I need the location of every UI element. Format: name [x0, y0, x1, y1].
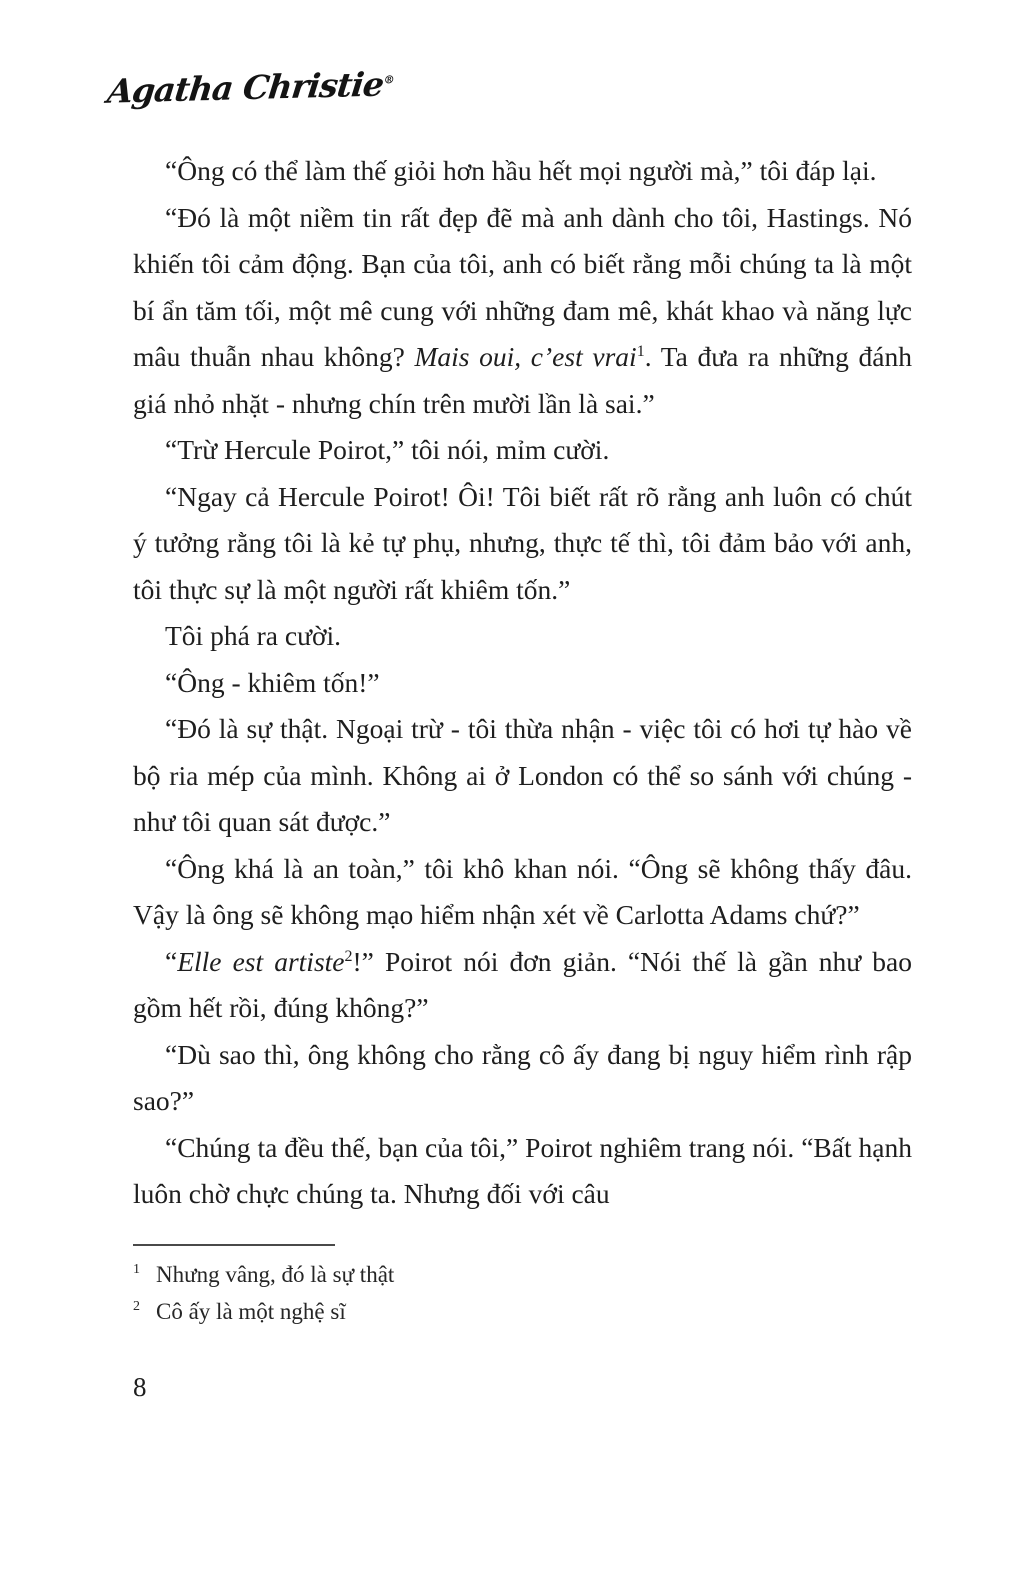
- paragraph: [133, 1125, 912, 1218]
- footnote-text: Cô ấy là một nghệ sĩ: [156, 1298, 346, 1324]
- text-run: Mais oui, c’est vrai: [414, 341, 637, 372]
- agatha-christie-logo: [105, 64, 396, 110]
- paragraph: [133, 613, 912, 660]
- footnote: [133, 1293, 912, 1330]
- logo-text: Agatha Christie: [105, 64, 386, 111]
- page-number: 8: [133, 1371, 147, 1402]
- footnote-marker: 1: [133, 1261, 140, 1277]
- text-run: “Ông có thể làm thế giỏi hơn hầu hết mọi người mà,” tôi đáp lại.: [165, 155, 877, 186]
- text-run: “Ngay cả Hercule Poirot! Ôi! Tôi biết rất rõ rằng anh luôn có chút ý tưởng rằng tôi là kẻ tự phụ, nhưng, thực tế thì, tôi đảm bảo với anh, tôi thực sự là một người rất khiêm tốn.”: [133, 480, 912, 605]
- paragraph: [133, 939, 912, 1032]
- footnote: [133, 1256, 912, 1293]
- footnote-text: Nhưng vâng, đó là sự thật: [156, 1261, 395, 1287]
- paragraph: [133, 427, 912, 474]
- footnote-divider: [133, 1244, 335, 1246]
- text-run: “Ông - khiêm tốn!”: [165, 666, 380, 698]
- paragraph: [133, 148, 912, 195]
- text-run: “Ông khá là an toàn,” tôi khô khan nói. “Ông sẽ không thấy đâu. Vậy là ông sẽ không mạo hiểm nhận xét về Carlotta Adams chứ?”: [133, 852, 912, 930]
- text-run: “Đó là một niềm tin rất đẹp đẽ mà anh dành cho tôi, Hastings. Nó khiến tôi cảm động. Bạn của tôi, anh có biết rằng mỗi chúng ta là một bí ẩn tăm tối, một mê cung với những đam mê, khát khao và năng lực mâu thuẫn nhau không?: [133, 201, 912, 372]
- text-run: . Ta đưa ra những đánh giá nhỏ nhặt - nhưng chín trên mười lần là sai.”: [133, 341, 913, 419]
- page-body: [133, 148, 912, 1403]
- paragraph: [133, 1032, 912, 1125]
- text-run: Tôi phá ra cười.: [165, 620, 342, 651]
- paragraph: [133, 474, 912, 614]
- paragraph: [133, 846, 912, 939]
- text-run: “Dù sao thì, ông không cho rằng cô ấy đang bị nguy hiểm rình rập sao?”: [133, 1038, 912, 1116]
- text-run: “Đó là sự thật. Ngoại trừ - tôi thừa nhận - việc tôi có hơi tự hào về bộ ria mép của mình. Không ai ở London có thể so sánh với chúng - như tôi quan sát được.”: [133, 713, 912, 837]
- paragraphs: [133, 148, 912, 1218]
- text-run: Elle est artiste: [177, 945, 345, 977]
- paragraph: [133, 660, 912, 707]
- footnote-marker: 2: [133, 1298, 140, 1314]
- text-run: “Trừ Hercule Poirot,” tôi nói, mỉm cười.: [165, 434, 610, 465]
- footnote-reference: 1: [636, 342, 645, 360]
- footnotes-section: [133, 1244, 912, 1330]
- paragraph: [133, 195, 912, 428]
- footnote-reference: 2: [344, 947, 353, 965]
- registered-trademark-symbol: ®: [382, 73, 396, 87]
- text-run: “Chúng ta đều thế, bạn của tôi,” Poirot nghiêm trang nói. “Bất hạnh luôn chờ chực chúng ta. Nhưng đối với câu: [133, 1131, 912, 1209]
- paragraph: [133, 706, 912, 846]
- footnotes-list: [133, 1256, 912, 1330]
- text-run: “: [165, 945, 178, 977]
- text-run: !” Poirot nói đơn giản. “Nói thế là gần như bao gồm hết rồi, đúng không?”: [133, 945, 912, 1023]
